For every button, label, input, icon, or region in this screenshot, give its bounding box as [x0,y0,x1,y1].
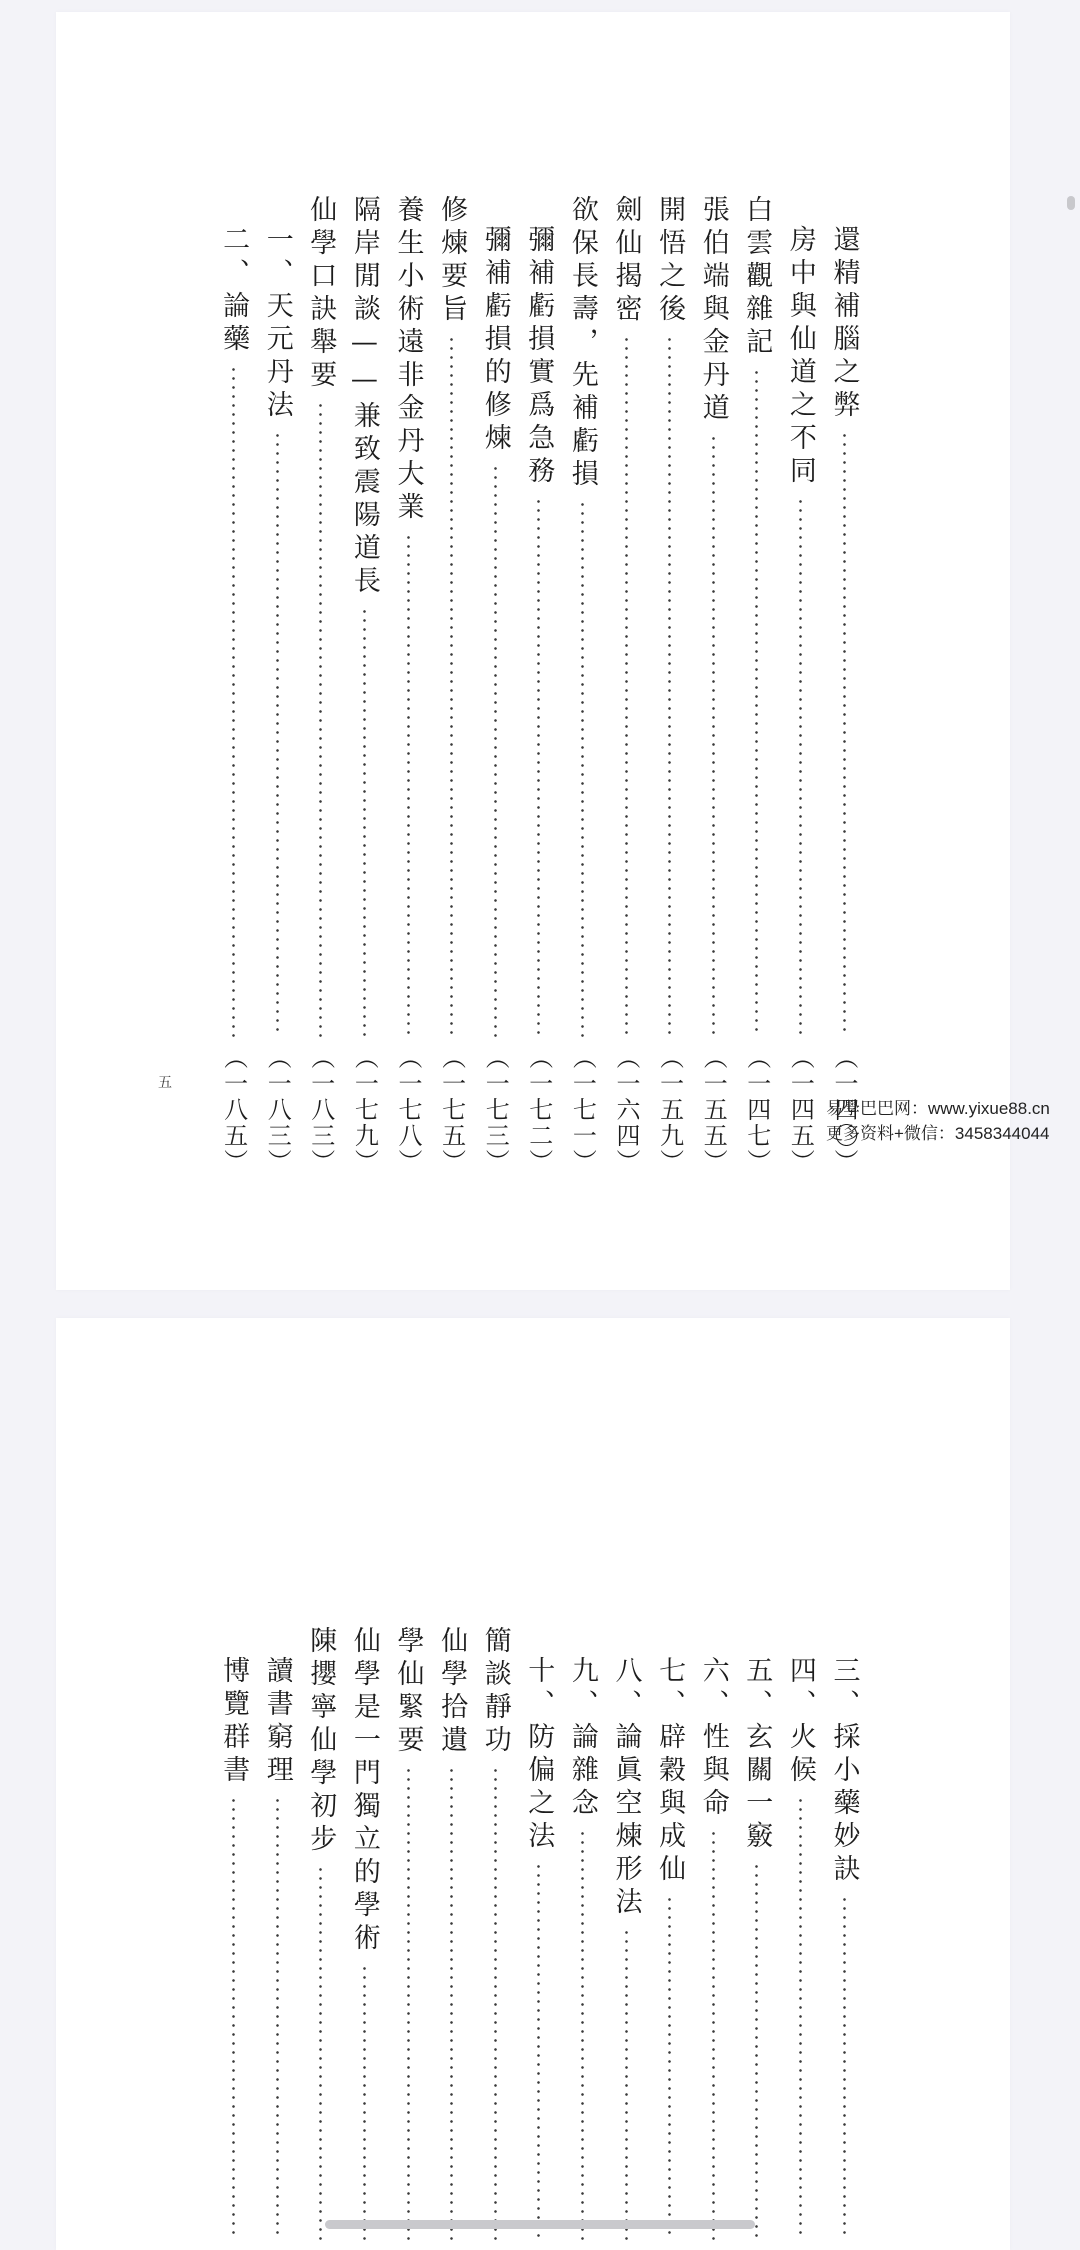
toc-leader-dots [407,533,410,1037]
toc-entry[interactable] [824,1626,864,2248]
toc-leader-dots [363,607,366,1037]
toc-entry[interactable] [344,1626,384,2248]
toc-entry-page: （一七九） [350,1045,379,1175]
toc-entry[interactable] [693,1626,733,2248]
toc-entry[interactable] [301,195,341,1175]
toc-entry-title: 還精補腦之弊 [828,225,860,423]
toc-entry[interactable] [737,1626,777,2248]
toc-entry-title: 七、辟穀與成仙 [654,1656,686,1887]
toc-entry[interactable] [257,1626,297,2248]
toc-entry-page: （一四〇） [830,1045,858,1175]
toc-entry[interactable] [214,195,254,1175]
toc-entry-title: 陳攖寧仙學初步 [305,1626,337,1857]
toc-leader-dots [537,1862,540,2240]
toc-entry-page: （一七五） [437,1045,466,1175]
toc-entry-title: 仙學拾遺 [436,1626,468,1758]
toc-entry[interactable] [650,1626,690,2248]
toc-entry-title: 張伯端與金丹道 [697,195,729,426]
toc-entry[interactable] [257,195,297,1175]
toc-entry-title: 八、論眞空煉形法 [610,1656,642,1920]
toc-leader-dots [799,497,802,1037]
toc-leader-dots [537,497,540,1037]
toc-entry-title: 養生小術遠非金丹大業 [392,195,424,525]
toc-leader-dots [581,500,584,1037]
toc-leader-dots [712,434,715,1037]
toc-entry[interactable] [562,1626,602,2248]
toc-entry-title: 白雲觀雜記 [741,195,773,360]
toc-entry-page: （一七一） [568,1045,597,1175]
watermark [826,1096,1050,1146]
toc-leader-dots [232,1796,235,2240]
toc-entry-title: 一、天元丹法 [261,225,293,423]
toc-entry[interactable] [519,195,559,1175]
toc-entry[interactable] [693,195,733,1175]
toc-page-2 [56,1318,1010,2250]
toc-entry-title: 簡談靜功 [479,1626,511,1758]
toc-entry-page: （一六四） [612,1045,640,1175]
toc-entry[interactable] [388,1626,428,2248]
toc-leader-dots [450,335,453,1037]
toc-entry-title: 十、防偏之法 [523,1656,555,1854]
toc-leader-dots [755,1862,758,2240]
toc-leader-dots [755,368,758,1037]
toc-leader-dots [319,1865,322,2240]
toc-leader-dots [581,1829,584,2240]
toc-entry-title: 學仙緊要 [392,1626,424,1758]
toc-leader-dots [712,1829,715,2240]
scroll-indicator[interactable] [1067,196,1075,210]
toc-leader-dots [363,1964,366,2240]
toc-leader-dots [668,1895,671,2240]
toc-entry[interactable] [214,1626,254,2248]
toc-entry-page: （一八三） [306,1045,335,1175]
toc-entry-title: 讀書窮理 [261,1656,293,1788]
toc-entry[interactable] [388,195,428,1175]
toc-entry-title: 四、火候 [784,1656,816,1788]
toc-entry-page: （一八三） [263,1045,292,1175]
toc-leader-dots [668,335,671,1037]
toc-entry-page: （一七八） [394,1045,422,1175]
toc-leader-dots [843,1895,846,2240]
toc-entry[interactable] [344,195,384,1175]
toc-entry-title: 欲保長壽，先補虧損 [566,195,598,492]
toc-entry[interactable] [737,195,777,1175]
toc-entry-page: （一七三） [481,1045,510,1175]
toc-entry-title: 博覽群書 [218,1656,250,1788]
toc-entry[interactable] [650,195,690,1175]
toc-leader-dots [625,335,628,1037]
toc-entry-title: 仙學口訣舉要 [305,195,337,393]
toc-entry[interactable] [519,1626,559,2248]
page-number: 五 [158,1075,172,1091]
toc-entry-title: 三、採小藥妙訣 [828,1656,860,1887]
toc-leader-dots [494,464,497,1037]
toc-entry[interactable] [475,195,515,1175]
toc-entry-page: （一四七） [742,1045,771,1175]
toc-leader-dots [843,431,846,1037]
toc-entry-title: 修煉要旨 [436,195,468,327]
toc-entry[interactable] [824,195,864,1175]
toc-entry-title: 開悟之後 [654,195,686,327]
toc-leader-dots [494,1766,497,2240]
toc-entry[interactable] [475,1626,515,2248]
toc-entry[interactable] [301,1626,341,2248]
toc-leader-dots [407,1766,410,2240]
toc-entry-title: 彌補虧損實爲急務 [523,225,555,489]
toc-entry-title: 仙學是一門獨立的學術 [348,1626,380,1956]
toc-entry-page: （一八五） [219,1045,248,1175]
toc-entry-title: 劍仙揭密 [610,195,642,327]
toc-leader-dots [450,1766,453,2240]
toc-leader-dots [319,401,322,1037]
toc-entry-page: （一五五） [699,1045,728,1175]
toc-entry[interactable] [606,195,646,1175]
toc-entry[interactable] [562,195,602,1175]
toc-entry-page: （一五九） [655,1045,684,1175]
watermark-line-1: 易學巴巴网：www.yixue88.cn [826,1099,1050,1118]
toc-entry-title: 隔岸閒談——兼致震陽道長 [348,195,380,599]
toc-entry-title: 二、論藥 [218,225,250,357]
toc-entry-title: 五、玄關一竅 [741,1656,773,1854]
toc-entry-title: 九、論雜念 [566,1656,598,1821]
home-indicator[interactable] [325,2220,755,2229]
toc-entry-page: （一四五） [786,1045,815,1175]
toc-entry-title: 房中與仙道之不同 [784,225,816,489]
toc-entry-title: 六、性與命 [697,1656,729,1821]
toc-leader-dots [232,365,235,1037]
toc-entry-page: （一七二） [524,1045,553,1175]
toc-leader-dots [276,431,279,1037]
watermark-line-2: 更多资料+微信：3458344044 [826,1124,1050,1143]
toc-entry[interactable] [780,195,820,1175]
toc-entry-title: 彌補虧損的修煉 [479,225,511,456]
toc-entry[interactable] [432,195,472,1175]
toc-entry[interactable] [432,1626,472,2248]
toc-leader-dots [625,1928,628,2240]
toc-entry[interactable] [606,1626,646,2248]
toc-leader-dots [799,1796,802,2240]
toc-leader-dots [276,1796,279,2240]
toc-entry[interactable] [780,1626,820,2248]
